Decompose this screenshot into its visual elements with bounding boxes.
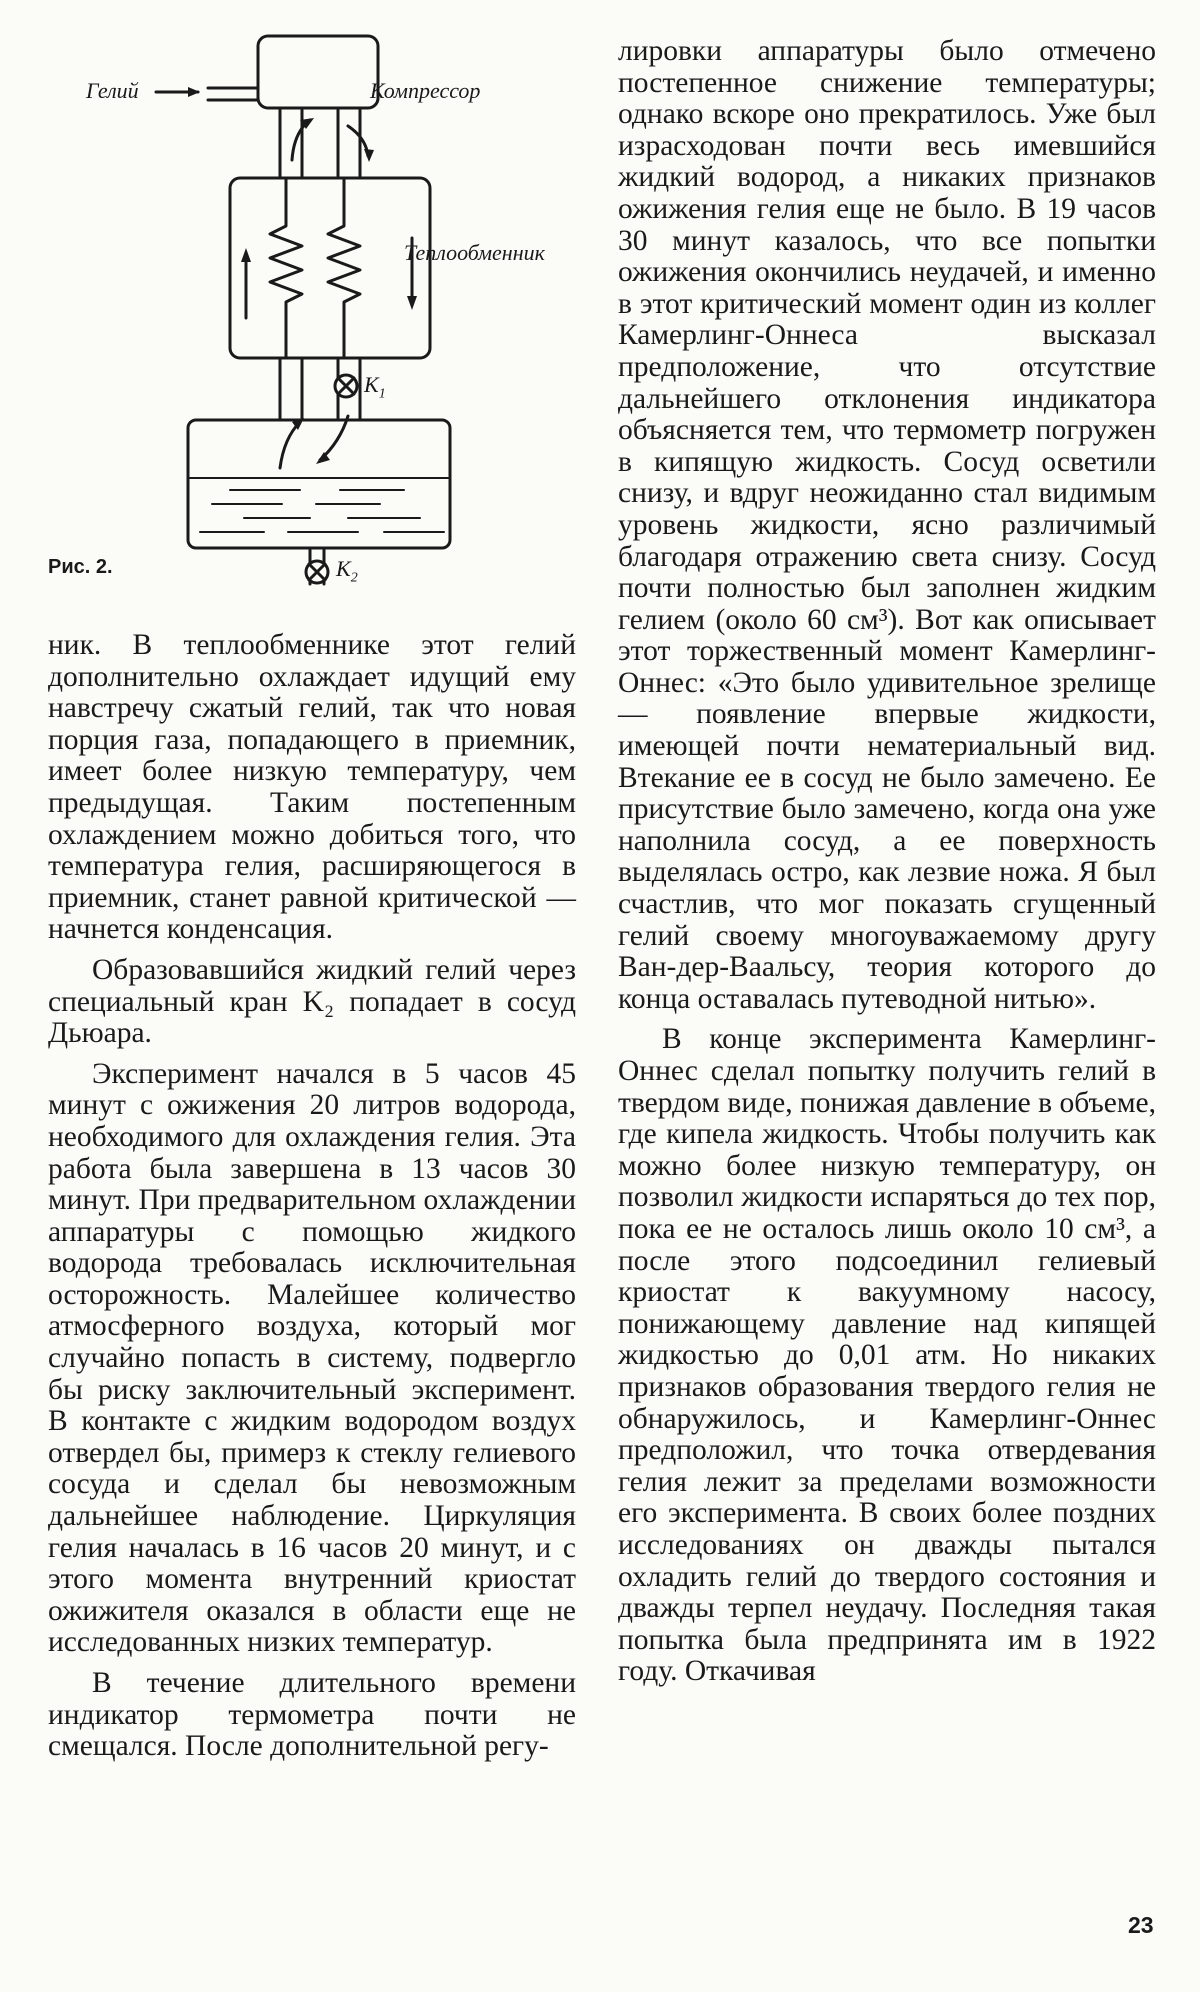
right-paragraph-1: лировки аппаратуры было отмечено постепенное снижение температуры; однако вскоре оно прекратилось. Уже был израсходован почти весь имевшийся жидкий водород, а никаких признаков ожижения гелия еще не было. В 19 часов 30 минут казалось, что все попытки ожижения окончились неудачей, и именно в этот критический момент один из коллег Камерлинг-Оннеса высказал предположение, что отсутствие дальнейшего отклонения индикатора объясняется тем, что термометр погружен в кипящую жидкость. Сосуд осветили снизу, и вдруг неожиданно стал видимым уровень жидкости, ясно различимый благодаря отражению света снизу. Сосуд почти полностью был заполнен жидким гелием (около 60 см³). Вот как описывает этот торжественный момент Камерлинг-Оннес: «Это было удивительное зрелище — появление впервые жидкости, имеющей почти нематериальный вид. Втекание ее в сосуд не было замечено. Ее присутствие было замечено, когда она уже наполнила сосуд, а ее поверхность выделялась остро, как лезвие ножа. Я был счастлив, что мог показать сгущенный гелий своему многоуважаемому другу Ван-дер-Ваальсу, теория которого до конца оставалась путеводной нитью». <box>618 35 1156 1015</box>
left-paragraph-3: Эксперимент начался в 5 часов 45 минут с ожижения 20 литров водорода, необходимого для охлаждения гелия. Эта работа была завершена в 13 часов 30 минут. При предварительном охлаждении аппаратуры с помощью жидкого водорода требовалась исключительная осторожность. Малейшее количество атмосферного воздуха, который мог случайно попасть в систему, подвергло бы риску заключительный эксперимент. В контакте с жидким водородом воздух отвердел бы, примерз к стеклу гелиевого сосуда и сделал бы невозможным дальнейшее наблюдение. Циркуляция гелия началась в 16 часов 20 минут, и с этого момента внутренний криостат ожижителя оказался в области еще не исследованных низких температур. <box>48 1057 576 1659</box>
left-paragraph-2: Образовавшийся жидкий гелий через специальный кран K₂ попадает в сосуд Дьюара. <box>48 953 576 1050</box>
receiver-vessel <box>188 420 450 548</box>
heat-exchanger-label: Теплообменник <box>404 240 545 265</box>
page-number: 23 <box>1128 1912 1154 1938</box>
heat-exchanger-box <box>230 178 430 358</box>
helium-label: Гелий <box>86 78 139 103</box>
compressor-box <box>258 36 378 108</box>
left-column <box>48 630 576 1772</box>
right-paragraph-2: В конце эксперимента Камерлинг-Оннес сделал попытку получить гелий в твердом виде, понижая давление в объеме, где кипела жидкость. Чтобы получить как можно более низкую температуру, он позволил жидкости испаряться до тех пор, пока ее не осталось лишь около 10 см³, а после этого подсоединил гелиевый криостат к вакуумному насосу, понижающему давление над кипящей жидкостью до 0,01 атм. Но никаких признаков образования твердого гелия не обнаружилось, и Камерлинг-Оннес предположил, что точка отвердевания гелия лежит за пределами возможности его эксперимента. В своих более поздних исследованиях он дважды пытался охладить гелий до твердого состояния и дважды терпел неудачу. Последняя такая попытка была предпринята им в 1922 году. Откачивая <box>618 1023 1156 1688</box>
valve-k2-label <box>336 556 358 586</box>
valve-k1-letter: K <box>364 372 379 397</box>
valve-k1-label <box>364 372 386 402</box>
liquefier-diagram <box>48 28 588 588</box>
left-paragraph-1: ник. В теплообменнике этот гелий дополнительно охлаждает идущий ему навстречу сжатый гелий, так что новая порция газа, попадающего в приемник, имеет более низкую температуру, чем предыдущая. Таким постепенным охлаждением можно добиться того, что температура гелия, расширяющегося в приемник, станет равной критической — начнется конденсация. <box>48 629 576 946</box>
right-coil <box>328 178 360 358</box>
left-paragraph-4: В течение длительного времени индикатор термометра почти не смещался. После дополнительной регу- <box>48 1667 576 1763</box>
right-column <box>618 36 1156 1697</box>
apparatus-figure <box>48 28 588 588</box>
valve-k2-subscript: 2 <box>350 570 358 586</box>
figure-caption: Рис. 2. <box>48 556 113 578</box>
valve-k2-letter: K <box>336 556 351 581</box>
left-coil <box>270 178 302 358</box>
compressor-label: Компрессор <box>370 78 481 103</box>
valve-k1-subscript: 1 <box>378 386 386 402</box>
